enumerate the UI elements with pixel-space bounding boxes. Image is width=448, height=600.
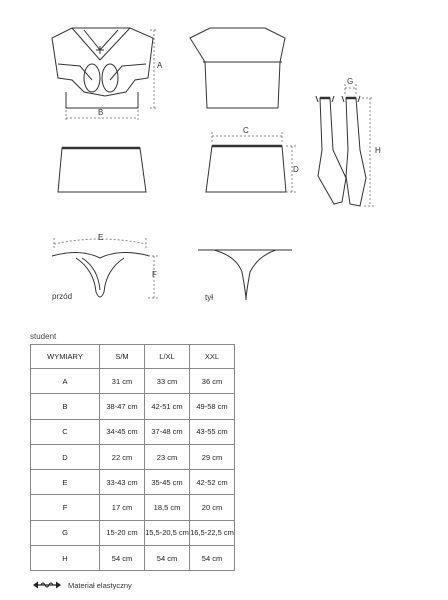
table-row: [31, 520, 235, 545]
label-G: G: [347, 77, 354, 86]
cell-lxl: 35-45 cm: [145, 470, 190, 495]
cell-xxl: 16,5-22,5 cm: [190, 520, 235, 545]
label-C: C: [243, 126, 249, 135]
skirt-back-drawing: [206, 146, 286, 192]
label-back: tył: [205, 293, 213, 302]
cell-lxl: 15,5-20,5 cm: [145, 520, 190, 545]
table-row: [31, 394, 235, 419]
table-row: [31, 470, 235, 495]
header-size-sm: S/M: [100, 345, 145, 369]
label-H: H: [375, 146, 381, 155]
table-row: [31, 546, 235, 571]
cell-xxl: 42-52 cm: [190, 470, 235, 495]
label-A: A: [157, 61, 163, 70]
row-dimension: H: [31, 546, 100, 571]
thong-front-drawing: [52, 252, 150, 297]
table-row: [31, 444, 235, 469]
cell-lxl: 18,5 cm: [145, 495, 190, 520]
table-row: [31, 369, 235, 394]
cell-sm: 22 cm: [100, 444, 145, 469]
cell-sm: 31 cm: [100, 369, 145, 394]
legend: [32, 580, 132, 590]
cell-xxl: 20 cm: [190, 495, 235, 520]
row-dimension: E: [31, 470, 100, 495]
cell-xxl: 36 cm: [190, 369, 235, 394]
size-table-title: student: [30, 332, 57, 341]
label-D: D: [293, 165, 299, 174]
row-dimension: G: [31, 520, 100, 545]
cell-xxl: 54 cm: [190, 546, 235, 571]
cell-sm: 15-20 cm: [100, 520, 145, 545]
cell-lxl: 42-51 cm: [145, 394, 190, 419]
cell-xxl: 43-55 cm: [190, 419, 235, 444]
row-dimension: A: [31, 369, 100, 394]
cell-xxl: 29 cm: [190, 444, 235, 469]
label-F: F: [152, 270, 157, 279]
label-front: przód: [52, 292, 73, 301]
cell-sm: 38-47 cm: [100, 394, 145, 419]
table-row: [31, 495, 235, 520]
size-table: [30, 344, 235, 571]
cell-sm: 17 cm: [100, 495, 145, 520]
cell-sm: 54 cm: [100, 546, 145, 571]
row-dimension: B: [31, 394, 100, 419]
cell-lxl: 37-48 cm: [145, 419, 190, 444]
cell-lxl: 23 cm: [145, 444, 190, 469]
header-size-xxl: XXL: [190, 345, 235, 369]
header-dimension: WYMIARY: [31, 345, 100, 369]
cell-xxl: 49-58 cm: [190, 394, 235, 419]
stockings-drawing: [316, 96, 366, 206]
table-header-row: [31, 345, 235, 369]
top-front-drawing: [52, 28, 153, 108]
row-dimension: F: [31, 495, 100, 520]
label-E: E: [98, 233, 104, 242]
header-size-lxl: L/XL: [145, 345, 190, 369]
row-dimension: C: [31, 419, 100, 444]
cell-lxl: 54 cm: [145, 546, 190, 571]
cell-sm: 34-45 cm: [100, 419, 145, 444]
label-B: B: [98, 108, 104, 117]
cell-lxl: 33 cm: [145, 369, 190, 394]
elastic-arrows-icon: [32, 580, 62, 590]
table-row: [31, 419, 235, 444]
legend-text: Materiał elastyczny: [68, 580, 132, 590]
cell-sm: 33-43 cm: [100, 470, 145, 495]
row-dimension: D: [31, 444, 100, 469]
top-back-drawing: [190, 28, 285, 108]
skirt-front-drawing: [58, 148, 146, 192]
